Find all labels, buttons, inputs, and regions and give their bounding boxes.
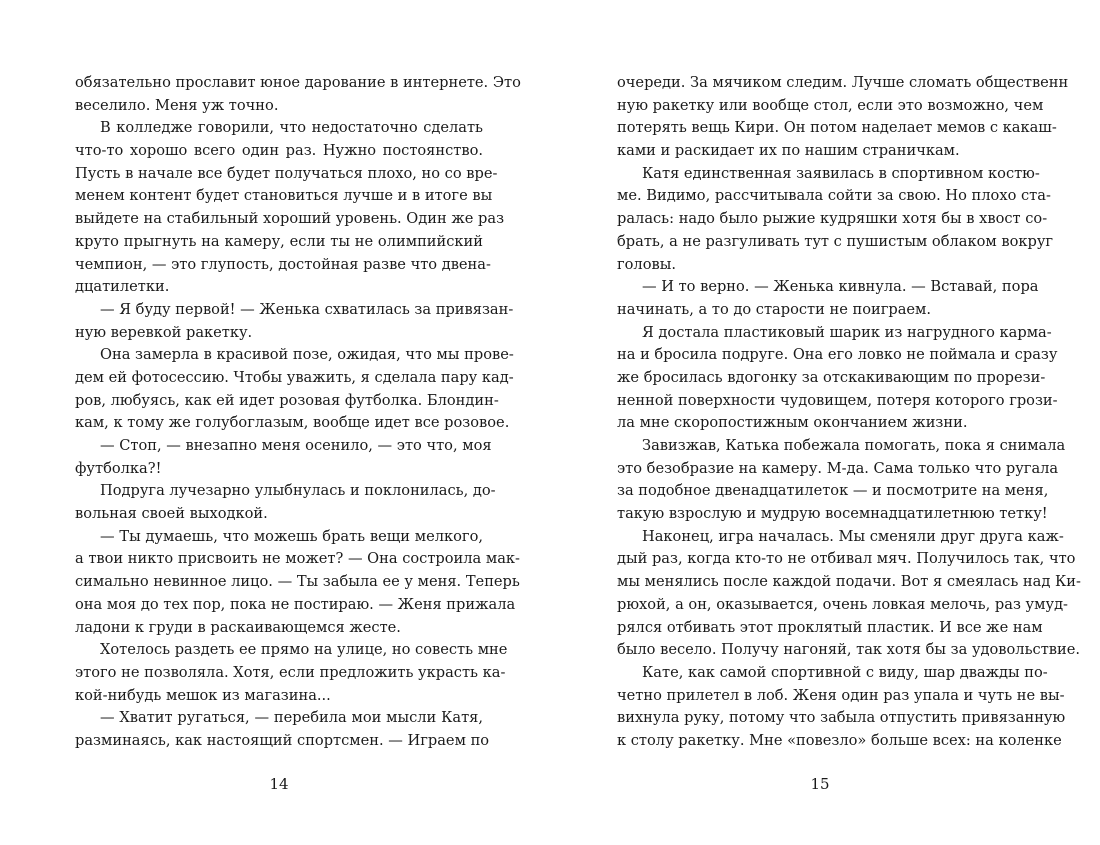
text-line: менем контент будет становиться лучше и в итоге вы <box>75 187 493 205</box>
text-line: ралась: надо было рыжие кудряшки хотя бы в хвост со- <box>617 210 1048 228</box>
text-line: дый раз, когда кто-то не отбивал мяч. Получилось так, что <box>617 550 1076 568</box>
text-line: вольная своей выходкой. <box>75 505 268 523</box>
text-line: ме. Видимо, рассчитывала сойти за свою. Но плохо ста- <box>617 187 1051 205</box>
text-line: к столу ракетку. Мне «повезло» больше всех: на коленке <box>617 731 1062 749</box>
text-line: — Стоп, — внезапно меня осенило, — это что, моя <box>100 437 492 454</box>
text-line: В колледже говорили, что недостаточно сделать <box>100 119 483 137</box>
text-line: а твои никто присвоить не может? — Она состроила мак- <box>75 550 520 568</box>
text-line: мы менялись после каждой подачи. Вот я смеялась над Ки- <box>617 573 1081 591</box>
text-line: Кате, как самой спортивной с виду, шар дважды по- <box>642 663 1048 681</box>
text-line: брать, а не разгуливать тут с пушистым облаком вокруг <box>617 232 1054 250</box>
text-line: вихнула руку, потому что забыла отпустить привязанную <box>617 709 1066 727</box>
text-line: Пусть в начале все будет получаться плохо, но со вре- <box>75 164 498 182</box>
text-line: — Ты думаешь, что можешь брать вещи мелкого, <box>100 527 483 545</box>
text-line: Завизжав, Катька побежала помогать, пока я снимала <box>642 437 1066 454</box>
text-line: начинать, а то до старости не поиграем. <box>617 300 932 318</box>
left-page-number: 14 <box>269 775 289 793</box>
left-page-text <box>75 72 521 753</box>
text-line: симально невинное лицо. — Ты забыла ее у меня. Теперь <box>75 573 520 591</box>
text-line: Катя единственная заявилась в спортивном костю- <box>642 164 1040 182</box>
text-line: кам, к тому же голубоглазым, вообще идет все розовое. <box>75 414 510 432</box>
text-line: — Я буду первой! — Женька схватилась за привязан- <box>100 300 514 318</box>
text-line: футболка?! <box>75 459 162 477</box>
text-line: этого не позволяла. Хотя, если предложить украсть ка- <box>75 663 506 681</box>
text-line: круто прыгнуть на камеру, если ты не олимпийский <box>75 232 483 250</box>
text-line: Подруга лучезарно улыбнулась и поклонилась, до- <box>100 482 496 500</box>
text-line: это безобразие на камеру. М-да. Сама только что ругала <box>617 459 1059 477</box>
text-line: Хотелось раздеть ее прямо на улице, но совесть мне <box>100 641 508 659</box>
text-line: Я достала пластиковый шарик из нагрудного карма- <box>642 323 1052 341</box>
text-line: ла мне скоропостижным окончанием жизни. <box>617 414 968 432</box>
text-line: обязательно прославит юное дарование в интернете. Это <box>75 74 521 91</box>
text-line: ров, любуясь, как ей идет розовая футболка. Блондин- <box>75 391 499 409</box>
text-line: же бросилась вдогонку за отскакивающим по прорези- <box>617 368 1046 386</box>
text-line: ную веревкой ракетку. <box>75 323 253 341</box>
right-page-text <box>617 72 1081 753</box>
text-line: ладони к груди в раскаивающемся жесте. <box>75 618 401 636</box>
right-page-number: 15 <box>810 775 830 793</box>
text-line: она моя до тех пор, пока не постираю. — Женя прижала <box>75 595 516 613</box>
text-line: было весело. Получу нагоняй, так хотя бы за удовольствие. <box>617 641 1080 659</box>
text-line: потерять вещь Кири. Он потом наделает мемов с какаш- <box>617 119 1057 137</box>
text-line: кой-нибудь мешок из магазина... <box>75 686 331 704</box>
text-line: чемпион, — это глупость, достойная разве что двена- <box>75 255 491 273</box>
text-line: ками и раскидает их по нашим страничкам. <box>617 142 960 160</box>
text-line: веселило. Меня уж точно. <box>75 96 279 114</box>
text-line: выйдете на стабильный хороший уровень. Один же раз <box>75 210 505 228</box>
text-line: рюхой, а он, оказывается, очень ловкая мелочь, раз умуд- <box>617 595 1068 613</box>
text-line: разминаясь, как настоящий спортсмен. — Играем по <box>75 731 490 749</box>
text-line: такую взрослую и мудрую восемнадцатилетнюю тетку! <box>617 505 1048 523</box>
text-line: — И то верно. — Женька кивнула. — Вставай, пора <box>642 278 1039 296</box>
text-line: что-то хорошо всего один раз. Нужно постоянство. <box>75 142 483 160</box>
text-line: Она замерла в красивой позе, ожидая, что мы прове- <box>100 346 514 364</box>
text-line: за подобное двенадцатилеток — и посмотрите на меня, <box>617 482 1049 500</box>
text-line: ную ракетку или вообще стол, если это возможно, чем <box>617 96 1044 114</box>
text-line: дцатилетки. <box>75 278 170 296</box>
text-line: на и бросила подруге. Она его ловко не поймала и сразу <box>617 346 1058 364</box>
text-line: Наконец, игра началась. Мы сменяли друг друга каж- <box>642 527 1064 545</box>
text-line: дем ей фотосессию. Чтобы уважить, я сделала пару кад- <box>75 368 514 386</box>
text-line: четно прилетел в лоб. Женя один раз упала и чуть не вы- <box>617 686 1065 704</box>
text-line: рялся отбивать этот проклятый пластик. И все же нам <box>617 618 1043 636</box>
text-line: ненной поверхности чудовищем, потеря которого грози- <box>617 391 1058 409</box>
text-line: — Хватит ругаться, — перебила мои мысли Катя, <box>100 709 483 727</box>
text-line: головы. <box>617 255 676 273</box>
text-line: очереди. За мячиком следим. Лучше сломать общественн <box>617 74 1069 91</box>
